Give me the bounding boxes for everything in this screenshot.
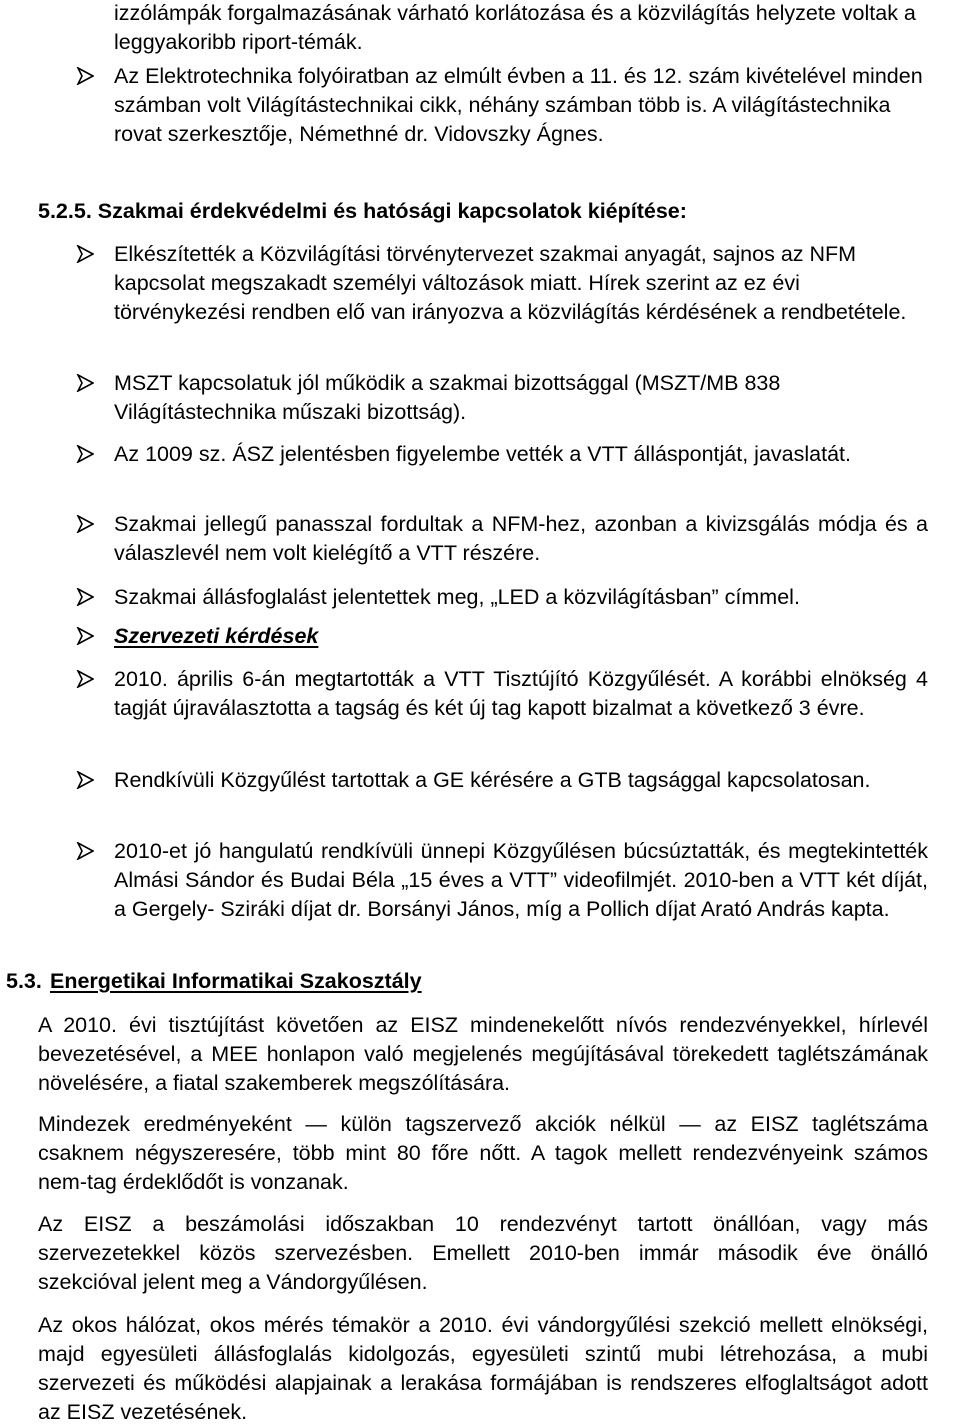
list-item-text: Elkészítették a Közvilágítási törvénytervezet szakmai anyagát, sajnos az NFM kapcsolat megszakadt személyi változások miatt. Hírek szerint az ez évi törvénykezési rendben elő van irányozva a közvilágítás kérdésének a rendbetétele. <box>114 242 907 324</box>
arrowhead-bullet-icon <box>76 245 94 263</box>
list-item-text: 2010-et jó hangulatú rendkívüli ünnepi Közgyűlésen búcsúztatták, és megtekintették Almási Sándor és Budai Béla „15 éves a VTT” videofilmjét. 2010-ben a VTT két díját, a Gergely- Sziráki díjat dr. Borsányi János, míg a Pollich díjat Arató András kapta. <box>114 839 928 921</box>
list-item-text: Szakmai állásfoglalást jelentettek meg, „LED a közvilágításban” címmel. <box>114 585 800 609</box>
list-item-text: MSZT kapcsolatuk jól működik a szakmai bizottsággal (MSZT/MB 838 Világítástechnika műszaki bizottság). <box>114 371 781 424</box>
arrowhead-bullet-icon <box>76 374 94 392</box>
arrowhead-bullet-icon <box>76 67 94 85</box>
list-item-text: Rendkívüli Közgyűlést tartottak a GE kérésére a GTB tagsággal kapcsolatosan. <box>114 768 871 792</box>
section-number: 5.2.5. <box>38 199 92 223</box>
list-item-text: Szakmai jellegű panasszal fordultak a NFM-hez, azonban a kivizsgálás módja és a válaszlevél nem volt kielégítő a VTT részére. <box>114 512 928 565</box>
list-item <box>76 240 928 327</box>
paragraph: Az EISZ a beszámolási időszakban 10 rendezvényt tartott önállóan, vagy más szervezetekkel közös szervezésben. Emellett 2010-ben immár második éve önálló szekcióval jelent meg a Vándorgyűlésen. <box>38 1212 928 1294</box>
section-heading-5-3 <box>6 967 422 996</box>
continuation-text: izzólámpák forgalmazásának várható korlátozása és a közvilágítás helyzete voltak a leggyakoribb riport-témák. <box>114 1 916 54</box>
list-item <box>76 665 928 723</box>
paragraph: Mindezek eredményeként — külön tagszervező akciók nélkül — az EISZ taglétszáma csaknem négyszeresére, több mint 80 főre nőtt. A tagok mellett rendezvényeink számos nem-tag érdeklődőt is vonzanak. <box>38 1112 928 1194</box>
list-item <box>76 62 928 149</box>
arrowhead-bullet-icon <box>76 670 94 688</box>
list-item <box>76 583 928 612</box>
paragraph: A 2010. évi tisztújítást követően az EISZ mindenekelőtt nívós rendezvényekkel, hírlevél bevezetésével, a MEE honlapon való megjelenés megújításával törekedett taglétszámának növelésére, a fiatal szakemberek megszólítására. <box>38 1013 928 1095</box>
arrowhead-bullet-icon <box>76 627 94 645</box>
section-heading-5-2-5 <box>38 197 928 226</box>
arrowhead-bullet-icon <box>76 771 94 789</box>
list-item <box>76 369 928 427</box>
section-title: Energetikai Informatikai Szakosztály <box>50 969 422 993</box>
list-item <box>76 510 928 568</box>
section-title: Szakmai érdekvédelmi és hatósági kapcsolatok kiépítése: <box>97 199 687 223</box>
list-item <box>76 622 928 651</box>
paragraph: Az okos hálózat, okos mérés témakör a 2010. évi vándorgyűlési szekció mellett elnökségi, majd egyesületi állásfoglalás kidolgozás, egyesületi szintű mubi létrehozása, a mubi szervezeti és működési alapjainak a lerakása formájában is rendszeres elfoglaltságot adott az EISZ vezetésének. <box>38 1313 928 1424</box>
list-item <box>76 440 928 469</box>
section-number: 5.3. <box>6 969 42 993</box>
arrowhead-bullet-icon <box>76 445 94 463</box>
list-item-text: 2010. április 6-án megtartották a VTT Tisztújító Közgyűlését. A korábbi elnökség 4 tagját újraválasztotta a tagság és két új tag kapott bizalmat a következő 3 évre. <box>114 667 928 720</box>
arrowhead-bullet-icon <box>76 842 94 860</box>
list-item-text: Az Elektrotechnika folyóiratban az elmúlt évben a 11. és 12. szám kivételével minden számban volt Világítástechnikai cikk, néhány számban több is. A világítástechnika rovat szerkesztője, Némethné dr. Vidovszky Ágnes. <box>114 64 923 146</box>
list-item <box>76 837 928 924</box>
list-item <box>76 766 928 795</box>
arrowhead-bullet-icon <box>76 515 94 533</box>
arrowhead-bullet-icon <box>76 588 94 606</box>
org-heading: Szervezeti kérdések <box>114 624 319 648</box>
list-item-text: Az 1009 sz. ÁSZ jelentésben figyelembe vették a VTT álláspontját, javaslatát. <box>114 442 851 466</box>
